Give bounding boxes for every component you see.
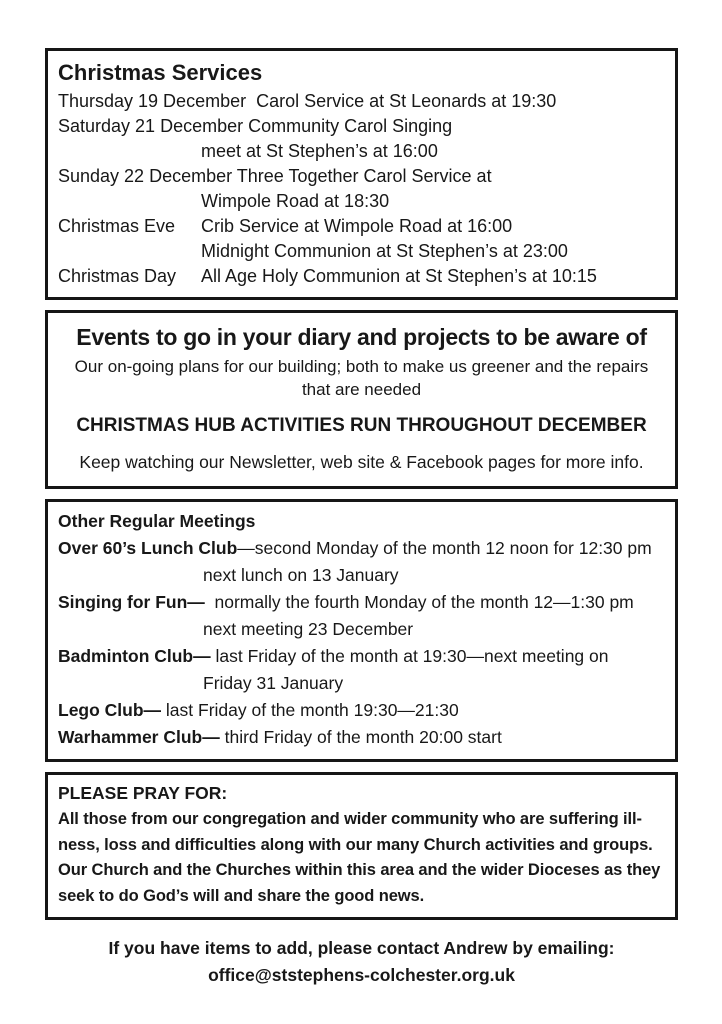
prayer-title: PLEASE PRAY FOR:	[58, 783, 228, 803]
meeting-line-text: —second Monday of the month 12 noon for 12:30 pm	[237, 538, 652, 558]
events-subtitle-line: that are needed	[301, 380, 422, 399]
prayer-body-line: ness, loss and difficulties along with our many Church activities and groups.	[58, 835, 653, 854]
meeting-line-text: third Friday of the month 20:00 start	[219, 727, 502, 747]
christmas-services-title: Christmas Services	[58, 60, 263, 85]
meeting-club-name: Over 60’s Lunch Club	[58, 538, 238, 558]
meeting-line	[58, 535, 665, 562]
christmas-hub-highlight: CHRISTMAS HUB ACTIVITIES RUN THROUGHOUT DECEMBER	[76, 415, 647, 436]
service-line-text: Thursday 19 December Carol Service at St Leonards at 19:30	[58, 91, 557, 111]
events-subtitle-line: Our on-going plans for our building; both to make us greener and the repairs	[74, 357, 649, 376]
regular-meetings-box	[45, 499, 678, 762]
prayer-body-line: seek to do God’s will and share the good news.	[58, 886, 425, 905]
meeting-line	[58, 724, 665, 751]
meeting-line	[58, 643, 665, 670]
meeting-line	[58, 589, 665, 616]
events-subtitle	[56, 355, 667, 401]
service-line	[58, 214, 665, 239]
meeting-club-name: Badminton Club—	[58, 646, 211, 666]
prayer-box	[45, 772, 678, 920]
service-line	[58, 89, 665, 114]
service-line-text: All Age Holy Communion at St Stephen’s at 10:15	[201, 266, 597, 286]
meeting-club-name: Warhammer Club—	[58, 727, 220, 747]
service-line-text: Sunday 22 December Three Together Carol Service at	[58, 166, 492, 186]
meeting-club-name: Singing for Fun—	[58, 592, 205, 612]
meeting-line-text: next lunch on 13 January	[203, 565, 399, 585]
meeting-line	[58, 670, 665, 697]
service-line	[58, 189, 665, 214]
service-line-text: Wimpole Road at 18:30	[201, 191, 390, 211]
service-day-label: Christmas Day	[58, 266, 177, 286]
service-day-label: Christmas Eve	[58, 216, 176, 236]
prayer-body-line: All those from our congregation and wider community who are suffering ill-	[58, 810, 642, 828]
meeting-line-text: last Friday of the month at 19:30—next meeting on	[210, 646, 609, 666]
service-line	[58, 114, 665, 139]
events-title: Events to go in your diary and projects to be aware of	[76, 324, 647, 350]
meeting-club-name: Lego Club—	[58, 700, 162, 720]
prayer-body-line: Our Church and the Churches within this area and the wider Dioceses as they	[58, 861, 661, 879]
service-line-text: meet at St Stephen’s at 16:00	[201, 141, 438, 161]
meeting-line	[58, 697, 665, 724]
events-note: Keep watching our Newsletter, web site & Facebook pages for more info.	[79, 452, 644, 472]
meeting-line-text: Friday 31 January	[203, 673, 344, 693]
christmas-services-box	[45, 48, 678, 300]
christmas-services-lines	[58, 89, 665, 289]
service-line-text: Saturday 21 December Community Carol Singing	[58, 116, 453, 136]
service-line	[58, 139, 665, 164]
service-line-text: Crib Service at Wimpole Road at 16:00	[201, 216, 513, 236]
meeting-line-text: next meeting 23 December	[203, 619, 414, 639]
service-line	[58, 239, 665, 264]
service-line-text: Midnight Communion at St Stephen’s at 23:00	[201, 241, 568, 261]
prayer-body	[58, 807, 665, 909]
footer-contact-line: If you have items to add, please contact Andrew by emailing:	[108, 938, 615, 958]
regular-meetings-title: Other Regular Meetings	[58, 511, 256, 531]
meeting-line-text: normally the fourth Monday of the month 12—1:30 pm	[204, 592, 634, 612]
events-diary-box	[45, 310, 678, 489]
meeting-line	[58, 562, 665, 589]
footer-contact	[45, 935, 678, 989]
meeting-line-text: last Friday of the month 19:30—21:30	[161, 700, 459, 720]
service-line	[58, 164, 665, 189]
service-line	[58, 264, 665, 289]
footer-contact-email: office@ststephens-colchester.org.uk	[208, 965, 515, 985]
regular-meetings-lines	[58, 535, 665, 751]
meeting-line	[58, 616, 665, 643]
